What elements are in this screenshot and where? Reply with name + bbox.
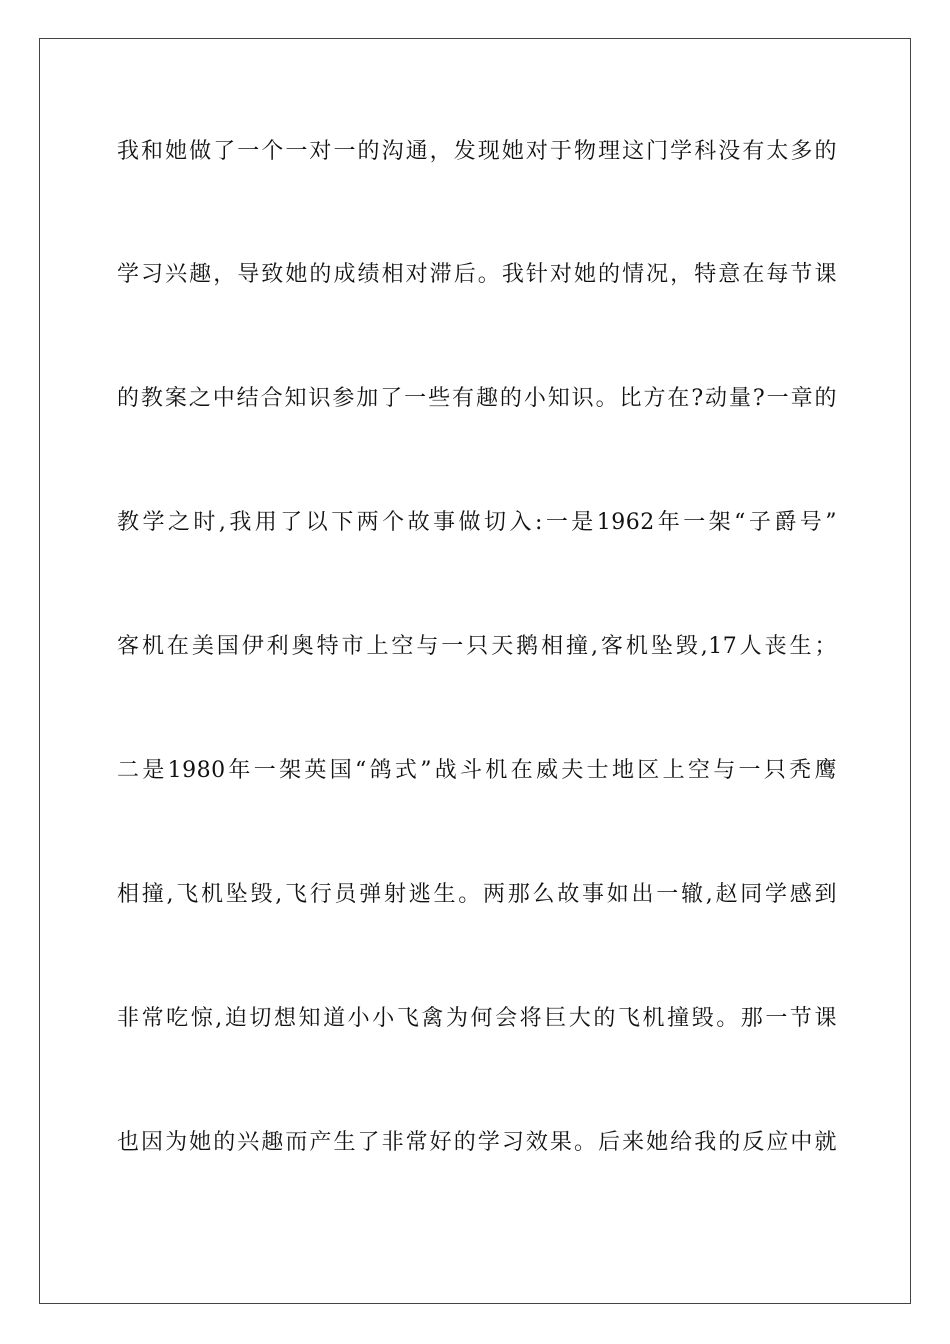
page-frame bbox=[39, 38, 911, 1304]
paragraph-line-1: 我和她做了一个一对一的沟通，发现她对于物理这门学科没有太多的 bbox=[117, 139, 837, 164]
paragraph-line-2: 学习兴趣，导致她的成绩相对滞后。我针对她的情况，特意在每节课 bbox=[117, 262, 837, 287]
paragraph-line-4: 教学之时,我用了以下两个故事做切入:一是1962年一架“子爵号” bbox=[117, 510, 837, 535]
paragraph-line-7: 相撞,飞机坠毁,飞行员弹射逃生。两那么故事如出一辙,赵同学感到 bbox=[117, 882, 837, 907]
paragraph-line-6: 二是1980年一架英国“鸽式”战斗机在威夫士地区上空与一只秃鹰 bbox=[117, 758, 837, 783]
paragraph-line-8: 非常吃惊,迫切想知道小小飞禽为何会将巨大的飞机撞毁。那一节课 bbox=[117, 1006, 837, 1031]
paragraph-line-3: 的教案之中结合知识参加了一些有趣的小知识。比方在?动量?一章的 bbox=[117, 386, 837, 411]
paragraph-line-9: 也因为她的兴趣而产生了非常好的学习效果。后来她给我的反应中就 bbox=[117, 1130, 837, 1155]
paragraph-line-5: 客机在美国伊利奥特市上空与一只天鹅相撞,客机坠毁,17人丧生； bbox=[117, 634, 837, 659]
